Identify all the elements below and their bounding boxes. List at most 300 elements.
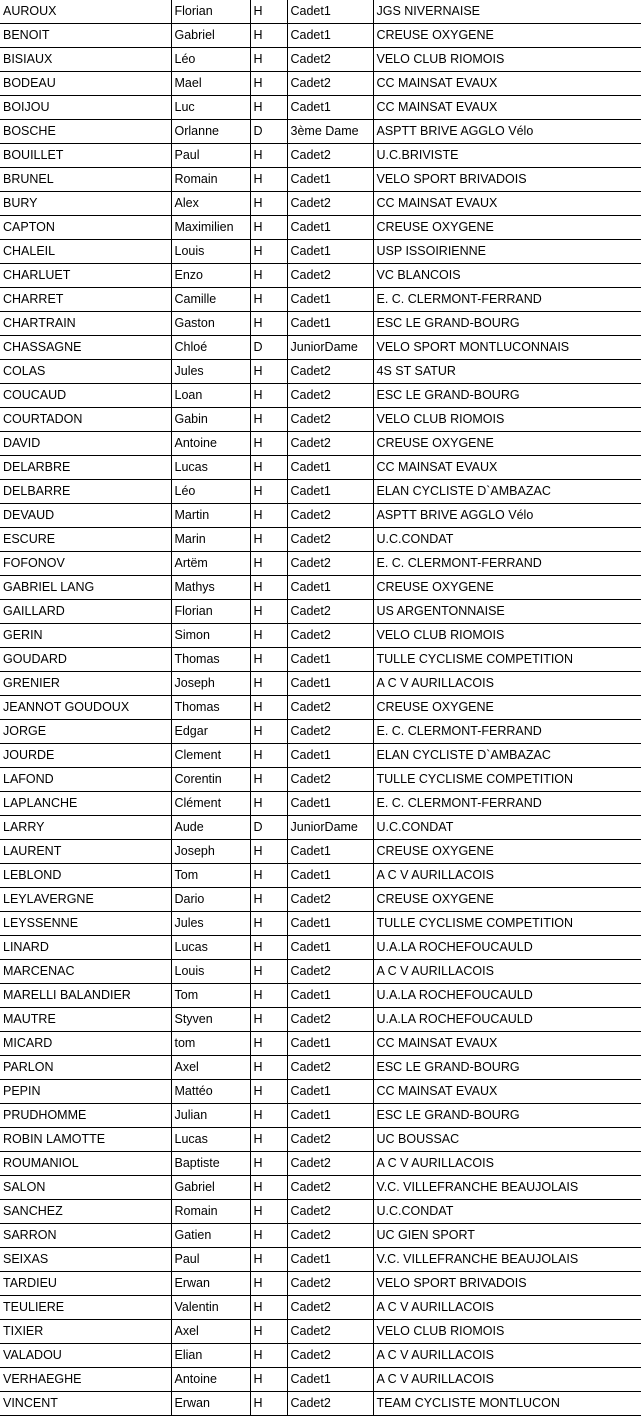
- sex-cell: H: [250, 1080, 287, 1104]
- first-name-cell: Lucas: [171, 1128, 250, 1152]
- first-name-cell: Thomas: [171, 696, 250, 720]
- first-name-cell: Alex: [171, 192, 250, 216]
- last-name-cell: CHARTRAIN: [0, 312, 171, 336]
- category-cell: Cadet1: [287, 0, 373, 24]
- sex-cell: D: [250, 336, 287, 360]
- last-name-cell: COLAS: [0, 360, 171, 384]
- table-row: [0, 744, 641, 768]
- first-name-cell: Simon: [171, 624, 250, 648]
- club-cell: US ARGENTONNAISE: [373, 600, 641, 624]
- table-row: [0, 312, 641, 336]
- table-row: [0, 1272, 641, 1296]
- last-name-cell: BOSCHE: [0, 120, 171, 144]
- category-cell: Cadet2: [287, 1344, 373, 1368]
- sex-cell: H: [250, 192, 287, 216]
- club-cell: CREUSE OXYGENE: [373, 840, 641, 864]
- club-cell: CC MAINSAT EVAUX: [373, 1080, 641, 1104]
- category-cell: Cadet2: [287, 768, 373, 792]
- sex-cell: H: [250, 288, 287, 312]
- table-row: [0, 120, 641, 144]
- category-cell: Cadet2: [287, 1272, 373, 1296]
- sex-cell: H: [250, 672, 287, 696]
- last-name-cell: CHALEIL: [0, 240, 171, 264]
- table-row: [0, 1200, 641, 1224]
- category-cell: Cadet1: [287, 480, 373, 504]
- last-name-cell: CHASSAGNE: [0, 336, 171, 360]
- sex-cell: H: [250, 456, 287, 480]
- club-cell: E. C. CLERMONT-FERRAND: [373, 288, 641, 312]
- sex-cell: H: [250, 1152, 287, 1176]
- sex-cell: H: [250, 0, 287, 24]
- sex-cell: H: [250, 72, 287, 96]
- last-name-cell: DELARBRE: [0, 456, 171, 480]
- last-name-cell: LAPLANCHE: [0, 792, 171, 816]
- club-cell: VELO CLUB RIOMOIS: [373, 48, 641, 72]
- sex-cell: H: [250, 600, 287, 624]
- table-row: [0, 504, 641, 528]
- last-name-cell: LEYLAVERGNE: [0, 888, 171, 912]
- club-cell: A C V AURILLACOIS: [373, 1344, 641, 1368]
- last-name-cell: BOIJOU: [0, 96, 171, 120]
- category-cell: Cadet1: [287, 576, 373, 600]
- sex-cell: H: [250, 936, 287, 960]
- table-row: [0, 816, 641, 840]
- table-row: [0, 1152, 641, 1176]
- last-name-cell: TARDIEU: [0, 1272, 171, 1296]
- club-cell: CREUSE OXYGENE: [373, 216, 641, 240]
- club-cell: TEAM CYCLISTE MONTLUCON: [373, 1392, 641, 1416]
- club-cell: A C V AURILLACOIS: [373, 864, 641, 888]
- sex-cell: H: [250, 144, 287, 168]
- table-row: [0, 1032, 641, 1056]
- table-row: [0, 840, 641, 864]
- first-name-cell: Luc: [171, 96, 250, 120]
- sex-cell: H: [250, 1008, 287, 1032]
- last-name-cell: AUROUX: [0, 0, 171, 24]
- table-row: [0, 960, 641, 984]
- first-name-cell: Maximilien: [171, 216, 250, 240]
- club-cell: U.C.BRIVISTE: [373, 144, 641, 168]
- first-name-cell: Gaston: [171, 312, 250, 336]
- table-row: [0, 552, 641, 576]
- last-name-cell: BRUNEL: [0, 168, 171, 192]
- category-cell: Cadet1: [287, 648, 373, 672]
- first-name-cell: Tom: [171, 864, 250, 888]
- first-name-cell: Camille: [171, 288, 250, 312]
- last-name-cell: GERIN: [0, 624, 171, 648]
- club-cell: VELO CLUB RIOMOIS: [373, 1320, 641, 1344]
- last-name-cell: LARRY: [0, 816, 171, 840]
- sex-cell: H: [250, 1224, 287, 1248]
- table-row: [0, 576, 641, 600]
- sex-cell: H: [250, 1200, 287, 1224]
- category-cell: Cadet1: [287, 1368, 373, 1392]
- category-cell: Cadet1: [287, 1032, 373, 1056]
- club-cell: VELO SPORT MONTLUCONNAIS: [373, 336, 641, 360]
- club-cell: TULLE CYCLISME COMPETITION: [373, 768, 641, 792]
- category-cell: JuniorDame: [287, 816, 373, 840]
- last-name-cell: MARELLI BALANDIER: [0, 984, 171, 1008]
- sex-cell: H: [250, 1032, 287, 1056]
- club-cell: E. C. CLERMONT-FERRAND: [373, 552, 641, 576]
- category-cell: Cadet1: [287, 24, 373, 48]
- sex-cell: H: [250, 264, 287, 288]
- club-cell: U.C.CONDAT: [373, 528, 641, 552]
- last-name-cell: GAILLARD: [0, 600, 171, 624]
- last-name-cell: LEYSSENNE: [0, 912, 171, 936]
- last-name-cell: BODEAU: [0, 72, 171, 96]
- category-cell: Cadet1: [287, 912, 373, 936]
- last-name-cell: JOURDE: [0, 744, 171, 768]
- club-cell: A C V AURILLACOIS: [373, 1368, 641, 1392]
- club-cell: E. C. CLERMONT-FERRAND: [373, 792, 641, 816]
- category-cell: Cadet2: [287, 1392, 373, 1416]
- first-name-cell: Mattéo: [171, 1080, 250, 1104]
- sex-cell: H: [250, 624, 287, 648]
- table-row: [0, 1056, 641, 1080]
- category-cell: Cadet2: [287, 264, 373, 288]
- last-name-cell: ROUMANIOL: [0, 1152, 171, 1176]
- table-row: [0, 1368, 641, 1392]
- category-cell: Cadet2: [287, 888, 373, 912]
- club-cell: U.A.LA ROCHEFOUCAULD: [373, 1008, 641, 1032]
- category-cell: Cadet1: [287, 240, 373, 264]
- table-row: [0, 768, 641, 792]
- club-cell: ESC LE GRAND-BOURG: [373, 1104, 641, 1128]
- sex-cell: H: [250, 648, 287, 672]
- last-name-cell: LAFOND: [0, 768, 171, 792]
- club-cell: U.C.CONDAT: [373, 1200, 641, 1224]
- category-cell: Cadet1: [287, 456, 373, 480]
- club-cell: A C V AURILLACOIS: [373, 1152, 641, 1176]
- category-cell: Cadet2: [287, 1056, 373, 1080]
- table-row: [0, 912, 641, 936]
- category-cell: Cadet2: [287, 1200, 373, 1224]
- first-name-cell: Gabriel: [171, 24, 250, 48]
- category-cell: Cadet2: [287, 960, 373, 984]
- last-name-cell: COURTADON: [0, 408, 171, 432]
- sex-cell: H: [250, 240, 287, 264]
- table-row: [0, 1080, 641, 1104]
- sex-cell: H: [250, 792, 287, 816]
- first-name-cell: Baptiste: [171, 1152, 250, 1176]
- first-name-cell: Dario: [171, 888, 250, 912]
- last-name-cell: GRENIER: [0, 672, 171, 696]
- last-name-cell: VALADOU: [0, 1344, 171, 1368]
- first-name-cell: Jules: [171, 360, 250, 384]
- first-name-cell: Corentin: [171, 768, 250, 792]
- club-cell: USP ISSOIRIENNE: [373, 240, 641, 264]
- last-name-cell: MAUTRE: [0, 1008, 171, 1032]
- category-cell: JuniorDame: [287, 336, 373, 360]
- first-name-cell: Artëm: [171, 552, 250, 576]
- category-cell: Cadet2: [287, 384, 373, 408]
- sex-cell: H: [250, 744, 287, 768]
- last-name-cell: CHARRET: [0, 288, 171, 312]
- category-cell: Cadet1: [287, 792, 373, 816]
- club-cell: V.C. VILLEFRANCHE BEAUJOLAIS: [373, 1176, 641, 1200]
- last-name-cell: GABRIEL LANG: [0, 576, 171, 600]
- table-row: [0, 1128, 641, 1152]
- table-row: [0, 888, 641, 912]
- category-cell: Cadet2: [287, 528, 373, 552]
- first-name-cell: Paul: [171, 144, 250, 168]
- last-name-cell: MICARD: [0, 1032, 171, 1056]
- first-name-cell: Gabin: [171, 408, 250, 432]
- last-name-cell: COUCAUD: [0, 384, 171, 408]
- table-row: [0, 624, 641, 648]
- table-row: [0, 48, 641, 72]
- club-cell: VC BLANCOIS: [373, 264, 641, 288]
- first-name-cell: Florian: [171, 600, 250, 624]
- category-cell: Cadet2: [287, 1008, 373, 1032]
- last-name-cell: FOFONOV: [0, 552, 171, 576]
- category-cell: Cadet1: [287, 168, 373, 192]
- first-name-cell: Edgar: [171, 720, 250, 744]
- sex-cell: H: [250, 1248, 287, 1272]
- last-name-cell: LAURENT: [0, 840, 171, 864]
- table-row: [0, 72, 641, 96]
- table-row: [0, 792, 641, 816]
- club-cell: ELAN CYCLISTE D`AMBAZAC: [373, 480, 641, 504]
- sex-cell: H: [250, 1368, 287, 1392]
- last-name-cell: JORGE: [0, 720, 171, 744]
- sex-cell: H: [250, 720, 287, 744]
- club-cell: U.A.LA ROCHEFOUCAULD: [373, 936, 641, 960]
- table-row: [0, 336, 641, 360]
- first-name-cell: Mael: [171, 72, 250, 96]
- club-cell: CREUSE OXYGENE: [373, 432, 641, 456]
- club-cell: ESC LE GRAND-BOURG: [373, 1056, 641, 1080]
- last-name-cell: ESCURE: [0, 528, 171, 552]
- category-cell: Cadet2: [287, 504, 373, 528]
- first-name-cell: Julian: [171, 1104, 250, 1128]
- last-name-cell: VINCENT: [0, 1392, 171, 1416]
- table-row: [0, 0, 641, 24]
- club-cell: U.A.LA ROCHEFOUCAULD: [373, 984, 641, 1008]
- last-name-cell: SANCHEZ: [0, 1200, 171, 1224]
- sex-cell: H: [250, 432, 287, 456]
- table-row: [0, 456, 641, 480]
- first-name-cell: Tom: [171, 984, 250, 1008]
- last-name-cell: PARLON: [0, 1056, 171, 1080]
- sex-cell: H: [250, 480, 287, 504]
- category-cell: Cadet2: [287, 1320, 373, 1344]
- sex-cell: H: [250, 1128, 287, 1152]
- first-name-cell: Léo: [171, 480, 250, 504]
- category-cell: Cadet2: [287, 1296, 373, 1320]
- category-cell: Cadet2: [287, 1176, 373, 1200]
- table-row: [0, 288, 641, 312]
- sex-cell: H: [250, 528, 287, 552]
- first-name-cell: Axel: [171, 1056, 250, 1080]
- sex-cell: H: [250, 888, 287, 912]
- sex-cell: H: [250, 696, 287, 720]
- first-name-cell: Aude: [171, 816, 250, 840]
- table-row: [0, 1320, 641, 1344]
- last-name-cell: CHARLUET: [0, 264, 171, 288]
- category-cell: Cadet1: [287, 864, 373, 888]
- club-cell: ASPTT BRIVE AGGLO Vélo: [373, 504, 641, 528]
- sex-cell: H: [250, 408, 287, 432]
- first-name-cell: Joseph: [171, 672, 250, 696]
- sex-cell: H: [250, 984, 287, 1008]
- first-name-cell: Valentin: [171, 1296, 250, 1320]
- sex-cell: H: [250, 1272, 287, 1296]
- club-cell: UC GIEN SPORT: [373, 1224, 641, 1248]
- category-cell: Cadet1: [287, 288, 373, 312]
- club-cell: CC MAINSAT EVAUX: [373, 1032, 641, 1056]
- category-cell: Cadet2: [287, 552, 373, 576]
- category-cell: Cadet2: [287, 72, 373, 96]
- sex-cell: H: [250, 840, 287, 864]
- last-name-cell: DEVAUD: [0, 504, 171, 528]
- table-row: [0, 936, 641, 960]
- category-cell: Cadet1: [287, 1080, 373, 1104]
- club-cell: UC BOUSSAC: [373, 1128, 641, 1152]
- first-name-cell: tom: [171, 1032, 250, 1056]
- sex-cell: H: [250, 1344, 287, 1368]
- table-row: [0, 192, 641, 216]
- sex-cell: H: [250, 168, 287, 192]
- last-name-cell: DELBARRE: [0, 480, 171, 504]
- table-row: [0, 528, 641, 552]
- first-name-cell: Joseph: [171, 840, 250, 864]
- sex-cell: H: [250, 1392, 287, 1416]
- category-cell: Cadet2: [287, 624, 373, 648]
- table-row: [0, 96, 641, 120]
- last-name-cell: CAPTON: [0, 216, 171, 240]
- club-cell: VELO CLUB RIOMOIS: [373, 408, 641, 432]
- sex-cell: H: [250, 1176, 287, 1200]
- table-row: [0, 1248, 641, 1272]
- first-name-cell: Thomas: [171, 648, 250, 672]
- club-cell: VELO SPORT BRIVADOIS: [373, 1272, 641, 1296]
- first-name-cell: Styven: [171, 1008, 250, 1032]
- table-row: [0, 240, 641, 264]
- sex-cell: H: [250, 504, 287, 528]
- first-name-cell: Antoine: [171, 432, 250, 456]
- club-cell: JGS NIVERNAISE: [373, 0, 641, 24]
- first-name-cell: Marin: [171, 528, 250, 552]
- table-row: [0, 1104, 641, 1128]
- category-cell: Cadet2: [287, 720, 373, 744]
- club-cell: CC MAINSAT EVAUX: [373, 72, 641, 96]
- first-name-cell: Lucas: [171, 936, 250, 960]
- category-cell: Cadet2: [287, 144, 373, 168]
- first-name-cell: Antoine: [171, 1368, 250, 1392]
- first-name-cell: Enzo: [171, 264, 250, 288]
- table-row: [0, 168, 641, 192]
- club-cell: A C V AURILLACOIS: [373, 1296, 641, 1320]
- last-name-cell: ROBIN LAMOTTE: [0, 1128, 171, 1152]
- last-name-cell: BISIAUX: [0, 48, 171, 72]
- category-cell: 3ème Dame: [287, 120, 373, 144]
- first-name-cell: Florian: [171, 0, 250, 24]
- table-row: [0, 1344, 641, 1368]
- sex-cell: H: [250, 360, 287, 384]
- sex-cell: H: [250, 1104, 287, 1128]
- table-row: [0, 864, 641, 888]
- table-row: [0, 648, 641, 672]
- last-name-cell: SEIXAS: [0, 1248, 171, 1272]
- first-name-cell: Axel: [171, 1320, 250, 1344]
- club-cell: CREUSE OXYGENE: [373, 24, 641, 48]
- first-name-cell: Louis: [171, 960, 250, 984]
- last-name-cell: BENOIT: [0, 24, 171, 48]
- sex-cell: H: [250, 576, 287, 600]
- table-row: [0, 984, 641, 1008]
- table-row: [0, 1296, 641, 1320]
- club-cell: A C V AURILLACOIS: [373, 672, 641, 696]
- club-cell: CC MAINSAT EVAUX: [373, 192, 641, 216]
- first-name-cell: Paul: [171, 1248, 250, 1272]
- last-name-cell: JEANNOT GOUDOUX: [0, 696, 171, 720]
- club-cell: CREUSE OXYGENE: [373, 888, 641, 912]
- first-name-cell: Romain: [171, 168, 250, 192]
- first-name-cell: Clément: [171, 792, 250, 816]
- first-name-cell: Jules: [171, 912, 250, 936]
- sex-cell: H: [250, 960, 287, 984]
- sex-cell: H: [250, 1056, 287, 1080]
- table-row: [0, 384, 641, 408]
- last-name-cell: LINARD: [0, 936, 171, 960]
- first-name-cell: Romain: [171, 1200, 250, 1224]
- sex-cell: H: [250, 768, 287, 792]
- category-cell: Cadet1: [287, 1248, 373, 1272]
- first-name-cell: Léo: [171, 48, 250, 72]
- table-row: [0, 264, 641, 288]
- first-name-cell: Elian: [171, 1344, 250, 1368]
- last-name-cell: SARRON: [0, 1224, 171, 1248]
- first-name-cell: Orlanne: [171, 120, 250, 144]
- table-row: [0, 720, 641, 744]
- first-name-cell: Clement: [171, 744, 250, 768]
- table-row: [0, 144, 641, 168]
- last-name-cell: VERHAEGHE: [0, 1368, 171, 1392]
- last-name-cell: MARCENAC: [0, 960, 171, 984]
- sex-cell: H: [250, 912, 287, 936]
- sex-cell: D: [250, 816, 287, 840]
- category-cell: Cadet1: [287, 744, 373, 768]
- club-cell: TULLE CYCLISME COMPETITION: [373, 912, 641, 936]
- last-name-cell: SALON: [0, 1176, 171, 1200]
- club-cell: CREUSE OXYGENE: [373, 576, 641, 600]
- category-cell: Cadet2: [287, 408, 373, 432]
- table-row: [0, 24, 641, 48]
- category-cell: Cadet1: [287, 984, 373, 1008]
- first-name-cell: Loan: [171, 384, 250, 408]
- club-cell: TULLE CYCLISME COMPETITION: [373, 648, 641, 672]
- sex-cell: D: [250, 120, 287, 144]
- table-row: [0, 360, 641, 384]
- category-cell: Cadet2: [287, 192, 373, 216]
- club-cell: CC MAINSAT EVAUX: [373, 456, 641, 480]
- table-row: [0, 1392, 641, 1416]
- club-cell: U.C.CONDAT: [373, 816, 641, 840]
- table-row: [0, 672, 641, 696]
- table-row: [0, 1176, 641, 1200]
- last-name-cell: BOUILLET: [0, 144, 171, 168]
- first-name-cell: Gatien: [171, 1224, 250, 1248]
- table-row: [0, 480, 641, 504]
- first-name-cell: Erwan: [171, 1392, 250, 1416]
- first-name-cell: Gabriel: [171, 1176, 250, 1200]
- last-name-cell: TEULIERE: [0, 1296, 171, 1320]
- last-name-cell: BURY: [0, 192, 171, 216]
- category-cell: Cadet1: [287, 840, 373, 864]
- club-cell: VELO SPORT BRIVADOIS: [373, 168, 641, 192]
